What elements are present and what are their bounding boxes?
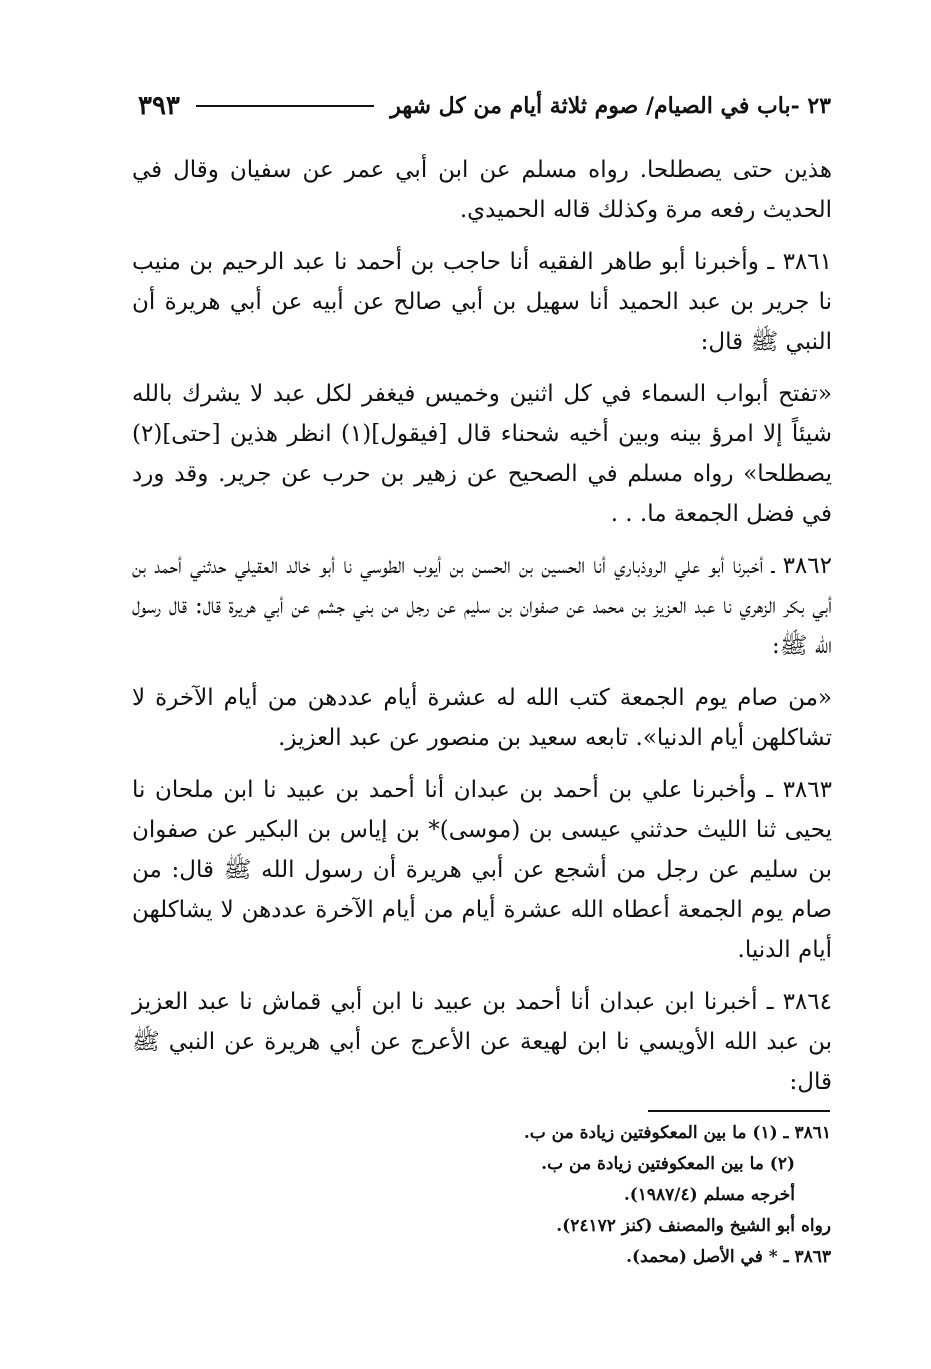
paragraph-3864: ٣٨٦٤ ـ أخبرنا ابن عبدان أنا أحمد بن عبيد نا ابن أبي قماش نا عبد العزيز بن عبد الله الأويسي نا ابن لهيعة عن الأعرج عن أبي هريرة عن النبي ﷺ قال:: [132, 989, 832, 1095]
paragraph-3862: ٣٨٦٢ ـ أخبرنا أبو علي الروذباري أنا الحسين بن الحسن بن أيوب الطوسي نا أبو خالد العقيلي حدثني أحمد بن أبي بكر الزهري نا عبد العزيز بن محمد عن صفوان بن سليم عن رجل من بني جشم عن أبي هريرة قال: قال رسول الله ﷺ:: [132, 553, 832, 659]
footnote-item: (٢) ما بين المعكوفتين زيادة من ب.: [541, 1154, 795, 1174]
footnote-item: أخرجه مسلم (١٩٨٧/٤).: [623, 1185, 795, 1205]
hadith-text-3862: «من صام يوم الجمعة كتب الله له عشرة أيام عددهن من أيام الآخرة لا تشاكلهن أيام الدنيا». تابعه سعيد بن منصور عن عبد العزيز.: [132, 685, 832, 751]
footnote-item: ٣٨٦١ ـ (١) ما بين المعكوفتين زيادة من ب.: [523, 1123, 831, 1143]
chapter-title: ٢٣ -باب في الصيام/ صوم ثلاثة أيام من كل شهر: [390, 93, 831, 119]
page-number: ٣٩٣: [138, 91, 180, 121]
footnote-item: ٣٨٦٣ ـ * في الأصل (محمد).: [626, 1247, 831, 1267]
footnote-item: رواه أبو الشيخ والمصنف (كنز ٢٤١٧٢).: [556, 1216, 831, 1236]
footnotes: [411, 1118, 831, 1273]
footnote-separator: [648, 1110, 830, 1112]
header-rule: [196, 105, 374, 107]
main-text: [132, 150, 832, 1114]
paragraph-3861: ٣٨٦١ ـ وأخبرنا أبو طاهر الفقيه أنا حاجب بن أحمد نا عبد الرحيم بن منيب نا جرير بن عبد الحميد أنا سهيل بن أبي صالح عن أبيه عن أبي هريرة أن النبي ﷺ قال:: [132, 249, 832, 355]
paragraph-continuation: هذين حتى يصطلحا. رواه مسلم عن ابن أبي عمر عن سفيان وقال في الحديث رفعه مرة وكذلك قاله الحميدي.: [132, 157, 832, 223]
paragraph-3863: ٣٨٦٣ ـ وأخبرنا علي بن أحمد بن عبدان أنا أحمد بن عبيد نا ابن ملحان نا يحيى ثنا الليث حدثني عيسى بن (موسى)* بن إياس بن البكير عن صفوان بن سليم عن رجل من أشجع عن أبي هريرة أن رسول الله ﷺ قال: من صام يوم الجمعة أعطاه الله عشرة أيام من أيام الآخرة عددهن لا يشاكلهن أيام الدنيا.: [132, 777, 832, 963]
running-header: [138, 88, 831, 124]
hadith-text-3861: «تفتح أبواب السماء في كل اثنين وخميس فيغفر لكل عبد لا يشرك بالله شيئاً إلا امرؤ بينه وبين أخيه شحناء قال [فيقول](١) انظر هذين [حتى](٢) يصطلحا» رواه مسلم في الصحيح عن زهير بن حرب عن جرير. وقد ورد في فضل الجمعة ما. . .: [132, 381, 832, 527]
